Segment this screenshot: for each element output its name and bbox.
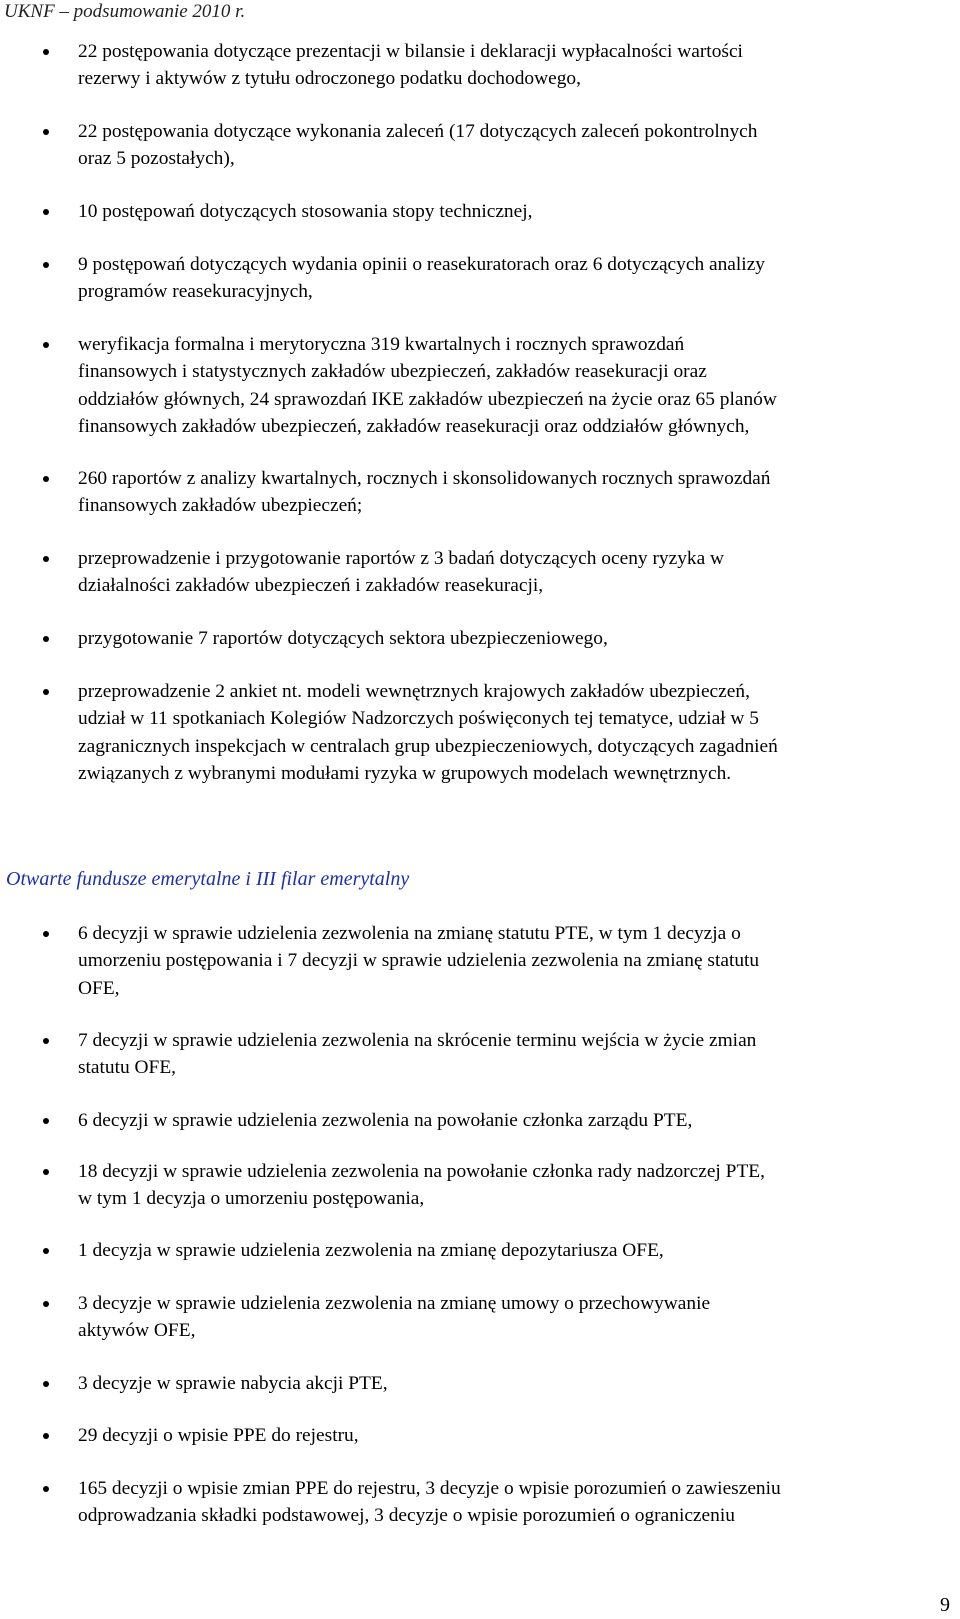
- list-item-line: 6 decyzji w sprawie udzielenia zezwolenia na powołanie członka zarządu PTE,: [78, 1110, 693, 1131]
- list-item-line: udział w 11 spotkaniach Kolegiów Nadzorczych poświęconych tej tematyce, udział w 5: [78, 708, 759, 730]
- list-item-line: 1 decyzja w sprawie udzielenia zezwolenia na zmianę depozytariusza OFE,: [78, 1240, 664, 1261]
- list-item-line: statutu OFE,: [78, 1057, 177, 1079]
- list-item-line: 260 raportów z analizy kwartalnych, rocznych i skonsolidowanych rocznych sprawozdań: [78, 468, 771, 489]
- bullet-icon: [43, 129, 49, 135]
- list-item-line: 18 decyzji w sprawie udzielenia zezwolenia na powołanie członka rady nadzorczej PTE,: [78, 1161, 765, 1182]
- bullet-icon: [43, 1381, 49, 1387]
- list-item: [78, 625, 958, 652]
- list-item: [78, 1237, 958, 1264]
- list-item-line: 22 postępowania dotyczące prezentacji w bilansie i deklaracji wypłacalności wartości: [78, 41, 743, 62]
- list-item-line: 6 decyzji w sprawie udzielenia zezwolenia na zmianę statutu PTE, w tym 1 decyzja o: [78, 923, 741, 944]
- list-item-line: 22 postępowania dotyczące wykonania zaleceń (17 dotyczących zaleceń pokontrolnych: [78, 121, 758, 142]
- bullet-icon: [43, 209, 49, 215]
- list-item: [78, 1107, 958, 1134]
- list-item-line: programów reasekuracyjnych,: [78, 281, 313, 303]
- bullet-icon: [43, 556, 49, 562]
- list-item: [78, 1422, 958, 1449]
- list-item: [78, 1370, 958, 1397]
- list-item: [78, 920, 958, 1002]
- list-item-line: oddziałów głównych, 24 sprawozdań IKE zakładów ubezpieczeń na życie oraz 65 planów: [78, 388, 777, 410]
- bullet-icon: [43, 262, 49, 268]
- bullet-icon: [43, 476, 49, 482]
- bullet-icon: [43, 636, 49, 642]
- list-item: [78, 198, 958, 225]
- list-item-line: finansowych zakładów ubezpieczeń;: [78, 495, 363, 517]
- bullet-icon: [43, 1433, 49, 1439]
- list-item: [78, 251, 958, 306]
- list-item-line: aktywów OFE,: [78, 1320, 196, 1342]
- list-item: [78, 331, 958, 441]
- list-item-line: przygotowanie 7 raportów dotyczących sektora ubezpieczeniowego,: [78, 628, 608, 649]
- list-item-line: finansowych zakładów ubezpieczeń, zakładów reasekuracji oraz oddziałów głównych,: [78, 416, 750, 438]
- bullet-icon: [43, 1301, 49, 1307]
- list-item-line: w tym 1 decyzja o umorzeniu postępowania,: [78, 1188, 425, 1210]
- list-item: [78, 118, 958, 173]
- list-item: [78, 465, 958, 520]
- page-number: 9: [940, 1594, 950, 1616]
- list-item-line: finansowych i statystycznych zakładów ubezpieczeń, zakładów reasekuracji oraz: [78, 361, 707, 383]
- list-item-line: umorzeniu postępowania i 7 decyzji w sprawie udzielenia zezwolenia na zmianę statutu: [78, 950, 760, 972]
- list-item-line: weryfikacja formalna i merytoryczna 319 kwartalnych i rocznych sprawozdań: [78, 334, 685, 355]
- list-item-line: działalności zakładów ubezpieczeń i zakładów reasekuracji,: [78, 575, 544, 597]
- bullet-icon: [43, 342, 49, 348]
- list-item-line: 9 postępowań dotyczących wydania opinii o reasekuratorach oraz 6 dotyczących analizy: [78, 254, 765, 275]
- list-item: [78, 545, 958, 600]
- bullet-icon: [43, 1248, 49, 1254]
- list-item: [78, 1290, 958, 1345]
- list-item-line: przeprowadzenie i przygotowanie raportów z 3 badań dotyczących oceny ryzyka w: [78, 548, 725, 569]
- bullet-icon: [43, 689, 49, 695]
- list-item: [78, 38, 958, 93]
- bullet-icon: [43, 49, 49, 55]
- list-item-line: 7 decyzji w sprawie udzielenia zezwolenia na skrócenie terminu wejścia w życie zmian: [78, 1030, 757, 1051]
- list-item-line: 3 decyzje w sprawie nabycia akcji PTE,: [78, 1373, 388, 1394]
- bullet-icon: [43, 1169, 49, 1175]
- section-heading: Otwarte fundusze emerytalne i III filar emerytalny: [6, 868, 410, 890]
- list-item: [78, 1158, 958, 1213]
- list-item-line: 165 decyzji o wpisie zmian PPE do rejestru, 3 decyzje o wpisie porozumień o zawieszeniu: [78, 1478, 781, 1499]
- list-item: [78, 678, 958, 788]
- bullet-icon: [43, 1486, 49, 1492]
- list-item: [78, 1475, 958, 1530]
- list-item: [78, 1027, 958, 1082]
- running-header: UKNF – podsumowanie 2010 r.: [4, 1, 246, 22]
- list-item-line: 10 postępowań dotyczących stosowania stopy technicznej,: [78, 201, 533, 222]
- list-item-line: 29 decyzji o wpisie PPE do rejestru,: [78, 1425, 359, 1446]
- list-item-line: rezerwy i aktywów z tytułu odroczonego podatku dochodowego,: [78, 68, 581, 90]
- bullet-icon: [43, 1118, 49, 1124]
- list-item-line: związanych z wybranymi modułami ryzyka w grupowych modelach wewnętrznych.: [78, 763, 732, 785]
- bullet-icon: [43, 1038, 49, 1044]
- list-item-line: zagranicznych inspekcjach w centralach grup ubezpieczeniowych, dotyczących zagadnień: [78, 735, 778, 757]
- list-item-line: oraz 5 pozostałych),: [78, 148, 235, 170]
- bullet-icon: [43, 931, 49, 937]
- list-item-line: 3 decyzje w sprawie udzielenia zezwolenia na zmianę umowy o przechowywanie: [78, 1293, 711, 1314]
- list-item-line: OFE,: [78, 977, 120, 999]
- list-item-line: przeprowadzenie 2 ankiet nt. modeli wewnętrznych krajowych zakładów ubezpieczeń,: [78, 681, 750, 702]
- list-item-line: odprowadzania składki podstawowej, 3 decyzje o wpisie porozumień o ograniczeniu: [78, 1505, 735, 1527]
